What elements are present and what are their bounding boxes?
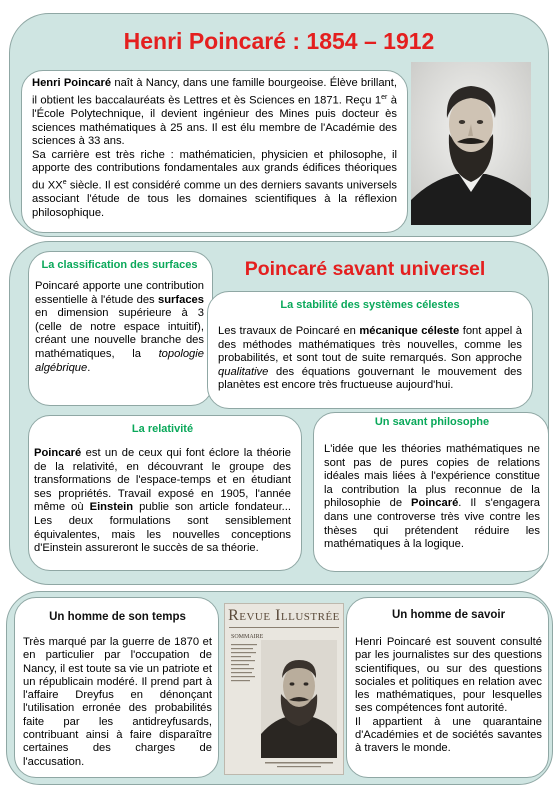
- header-panel: [9, 13, 549, 237]
- card-philosopher: [313, 412, 549, 572]
- magazine-rule: [229, 627, 339, 628]
- card-philosopher-text: L'idée que les théories mathématiques ne sont pas de pures copies de relations idéales mais liées à l'expérience constitue la contribution la plus reconnue de la philosophie de Poincaré. Il s'engagera dans une controverse très vive contre les thèses qui prétendent réduire les mathématiques à la logique.: [324, 443, 540, 551]
- card-knowledge-text-1: Henri Poincaré est souvent consulté par les journalistes sur des questions scientifiques, ou sur des questions sociales et politiques en relation avec les mathématiques, pour lesquelles ses compétences font autorité.: [355, 636, 542, 715]
- bottom-panel: [6, 591, 553, 785]
- card-relativity-text: Poincaré est un de ceux qui font éclore la théorie de la relativité, en découvrant le groupe des transformations de l'espace-temps et en étudiant ses propriétés. Travail exposé en 1905, l'année même où Einstein publie son article fondateur... Les deux formulations sont sensiblement équivalentes, mais les nouvelles conceptions d'Einstein assureront le succès de sa théorie.: [34, 447, 291, 555]
- portrait-image: [411, 62, 531, 225]
- bio-card: [21, 70, 408, 233]
- card-man-of-knowledge: [346, 597, 549, 778]
- magazine-masthead: Revue Illustrée: [228, 607, 340, 624]
- card-stability-text: Les travaux de Poincaré en mécanique céleste font appel à des méthodes mathématiques très nouvelles, comme les probabilités, et sont tout de suite remarqués. Son approche qualitative des équations gouvernant le mouvement des planètes est encore très fructueuse aujourd'hui.: [218, 325, 522, 392]
- card-stability-title: La stabilité des systèmes célestes: [280, 299, 460, 311]
- card-classification: [28, 251, 213, 406]
- revue-illustree-cover: [224, 603, 344, 775]
- card-classification-title: La classification des surfaces: [41, 259, 198, 271]
- card-knowledge-text-2: Il appartient à une quarantaine d'Académies et de sociétés savantes à travers le monde.: [355, 715, 542, 755]
- page-title: Henri Poincaré : 1854 – 1912: [123, 28, 435, 54]
- bio-paragraph-2: Sa carrière est très riche : mathématicien, physicien et philosophe, il apporte des contributions fondamentales aux grands édifices théoriques du XXe siècle. Il est considéré comme un des derniers savants universels associant l'étude de tous les domaines scientifiques à la réflexion philosophique.: [32, 148, 397, 219]
- card-classification-text: Poincaré apporte une contribution essentielle à l'étude des surfaces en dimension supérieure à 3 (celle de notre espace intuitif), créant une nouvelle branche des mathématiques, la topologie algébrique.: [35, 280, 204, 374]
- sommaire-lines: [231, 644, 257, 681]
- card-stability: [207, 291, 533, 409]
- card-relativity-title: La relativité: [131, 423, 194, 435]
- card-time-title: Un homme de son temps: [49, 611, 186, 623]
- middle-panel: [9, 241, 549, 585]
- poincare-portrait: [411, 62, 531, 225]
- card-time-text: Très marqué par la guerre de 1870 et en particulier par l'occupation de Nancy, il est toute sa vie un patriote et un républicain modéré. Il prend part à l'affaire Dreyfus en dénonçant l'utilisation erronée des probabilités faite par les antidreyfusards, contribuant ainsi à faire disparaître certaines des charges de l'accusation.: [23, 636, 212, 768]
- section-title: Poincaré savant universel: [244, 258, 486, 280]
- magazine-sommaire: SOMMAIRE: [231, 634, 264, 640]
- bio-name: Henri Poincaré: [32, 77, 112, 89]
- card-knowledge-title: Un homme de savoir: [391, 609, 506, 621]
- bio-paragraph-1: Henri Poincaré naît à Nancy, dans une famille bourgeoise. Élève brillant, il obtient les baccalauréats ès Lettres et ès Sciences en 1871. Reçu 1er à l'École Polytechnique, il devient ingénieur des Mines puis docteur ès sciences mathématiques à 25 ans. Il est élu membre de l'Académie des sciences à 33 ans.: [32, 77, 397, 148]
- card-relativity: [28, 415, 302, 571]
- magazine-portrait: [225, 634, 343, 774]
- card-philosopher-title: Un savant philosophe: [374, 416, 490, 428]
- card-man-of-his-time: [14, 597, 219, 778]
